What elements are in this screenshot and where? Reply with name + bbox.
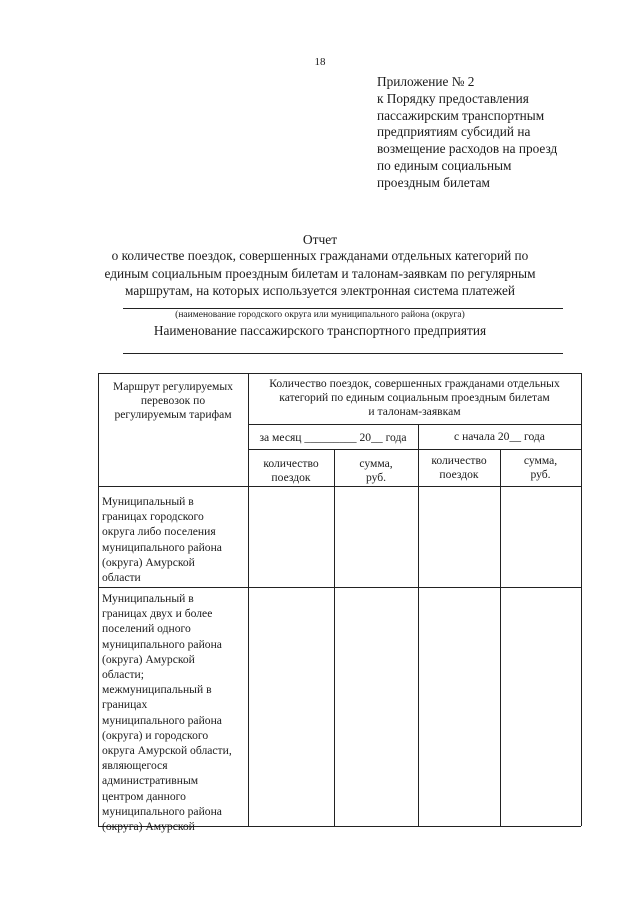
- col-header-line: сумма,: [359, 457, 393, 470]
- enterprise-fill-line: [123, 353, 563, 354]
- period-divider: [418, 424, 419, 826]
- route-line: границах двух и более: [102, 607, 213, 621]
- route-line: области;: [102, 668, 144, 682]
- report-title: Отчет: [302, 232, 338, 247]
- header-divider-1: [248, 424, 581, 425]
- col-header-line: количество: [263, 457, 319, 470]
- report-table: [98, 373, 581, 834]
- route-line: межмуниципальный в: [102, 683, 212, 697]
- appendix-line: возмещение расходов на проезд: [377, 141, 558, 157]
- route-line: (округа) и городского: [102, 728, 209, 742]
- month-trips-header: [248, 457, 334, 485]
- district-fill-line: [123, 308, 563, 309]
- district-caption: (наименование городского округа или муниципального района (округа): [175, 310, 465, 320]
- appendix-title: Приложение № 2: [377, 74, 475, 89]
- subtitle-line: единым социальным проездным билетам и талонам-заявкам по регулярным: [104, 265, 536, 281]
- year-trips-header: [418, 454, 500, 482]
- appendix-block: [377, 74, 627, 192]
- table-row-1-route: [102, 494, 248, 585]
- col-header-line: сумма,: [523, 454, 558, 467]
- table-border-right: [581, 373, 582, 826]
- subtitle-line: о количестве поездок, совершенных гражданами отдельных категорий по: [111, 248, 529, 263]
- header-divider-2: [248, 449, 581, 450]
- route-line: округа либо поселения: [102, 525, 216, 539]
- route-line: (округа) Амурской: [102, 652, 195, 666]
- route-line: муниципального района: [102, 540, 222, 554]
- header-bottom-line: [98, 486, 581, 487]
- report-subtitle: [60, 247, 580, 300]
- table-row-2-route: [102, 591, 248, 834]
- col-header-line: количество: [431, 454, 487, 467]
- month-header: за месяц _________ 20__ года: [259, 431, 407, 444]
- column-divider: [500, 449, 501, 826]
- route-line: границах городского: [102, 510, 204, 524]
- route-line: (округа) Амурской: [102, 555, 195, 569]
- month-sum-header: [334, 457, 418, 485]
- col-header-line: руб.: [365, 471, 387, 484]
- route-header-line: регулируемым тарифам: [114, 408, 232, 421]
- table-border-left: [98, 373, 99, 826]
- appendix-line: пассажирским транспортным: [377, 107, 545, 123]
- route-line: округа Амурской области,: [102, 744, 232, 758]
- appendix-line: к Порядку предоставления: [377, 90, 529, 106]
- route-line: поселений одного: [102, 622, 191, 636]
- enterprise-label: Наименование пассажирского транспортного предприятия: [153, 323, 487, 338]
- route-line: муниципального района: [102, 637, 222, 651]
- year-header: с начала 20__ года: [454, 430, 545, 443]
- route-line: (округа) Амурской: [102, 820, 195, 834]
- trips-header-line: категорий по единым социальным проездным билетам: [279, 391, 550, 404]
- route-line: области: [102, 571, 141, 585]
- trips-header-line: Количество поездок, совершенных гражданами отдельных: [269, 377, 560, 390]
- route-line: административным: [102, 774, 199, 788]
- route-line: Муниципальный в: [102, 495, 194, 508]
- route-line: границах: [102, 698, 148, 712]
- col-header-line: поездок: [271, 471, 311, 484]
- column-divider: [334, 449, 335, 826]
- col-header-line: руб.: [530, 468, 551, 481]
- route-line: центром данного: [102, 789, 186, 803]
- route-line: муниципального района: [102, 713, 222, 727]
- route-line: муниципального района: [102, 804, 222, 818]
- col-header-line: поездок: [439, 468, 479, 481]
- trips-header-line: и талонам-заявкам: [368, 405, 461, 418]
- year-sum-header: [500, 454, 581, 482]
- route-line: являющегося: [102, 759, 168, 773]
- row-divider: [98, 587, 581, 588]
- route-header: [98, 380, 248, 422]
- appendix-line: предприятиям субсидий на: [377, 124, 531, 140]
- route-header-line: Маршрут регулируемых: [113, 380, 233, 393]
- route-line: Муниципальный в: [102, 592, 194, 605]
- appendix-line: по единым социальным: [377, 157, 512, 173]
- table-border-top: [98, 373, 581, 374]
- route-header-line: перевозок по: [140, 394, 206, 407]
- page-number: 18: [314, 56, 326, 68]
- subtitle-line: маршрутам, на которых используется электронная система платежей: [125, 283, 515, 298]
- trips-header: [248, 377, 581, 419]
- appendix-line: проездным билетам: [377, 174, 490, 190]
